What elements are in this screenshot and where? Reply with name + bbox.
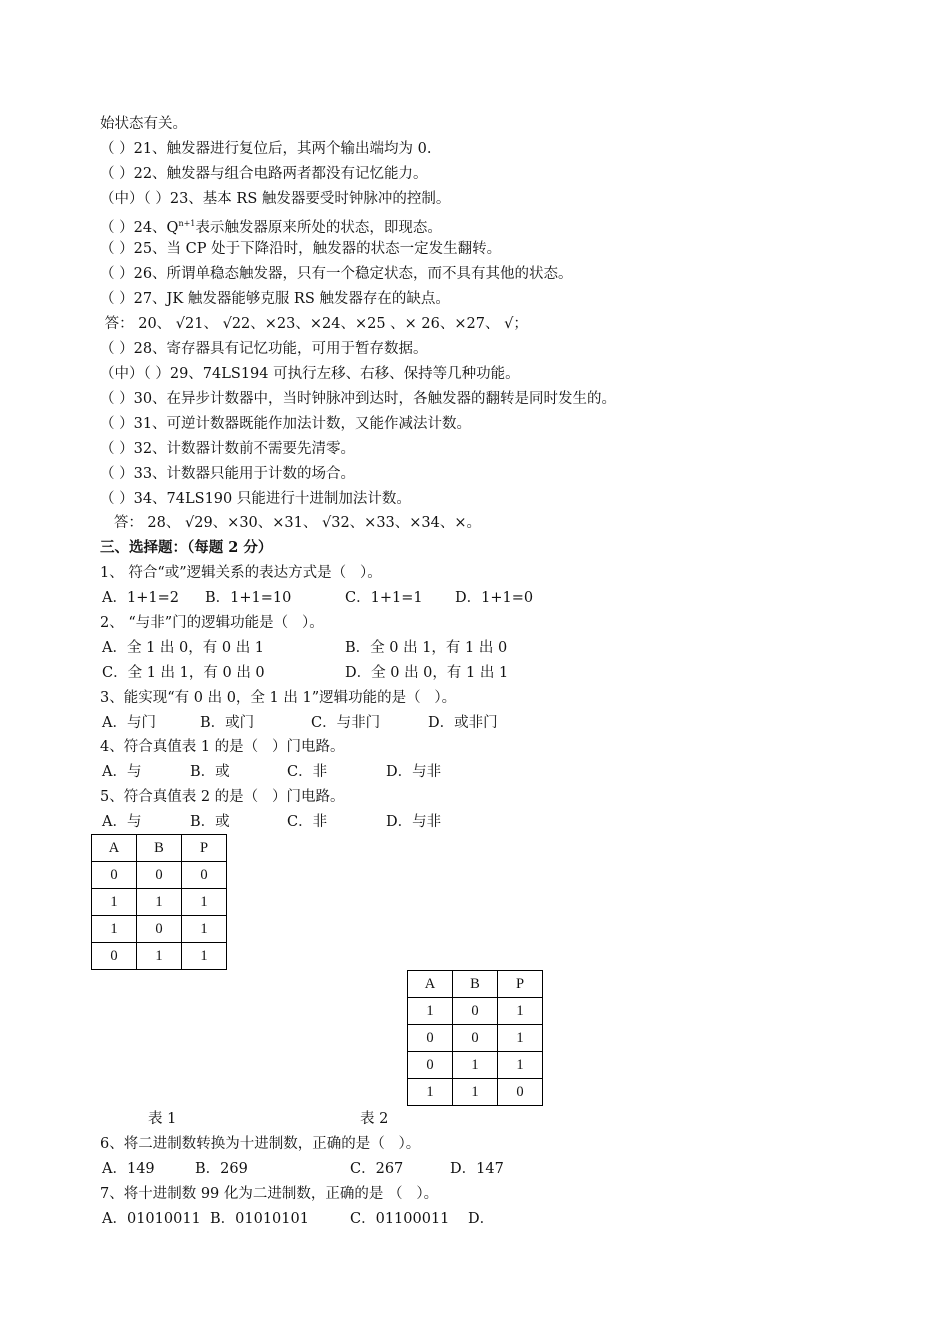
question-31: （ ）31、可逆计数器既能作加法计数，又能作减法计数。 xyxy=(100,416,472,432)
mc-question-2: 2、 “与非”门的逻辑功能是（ ）。 xyxy=(100,615,324,631)
header-cell: P xyxy=(182,835,227,862)
mc-question-7: 7、将十进制数 99 化为二进制数，正确的是 （ ）。 xyxy=(100,1186,439,1202)
option-a: A．与 xyxy=(102,764,142,780)
question-33: （ ）33、计数器只能用于计数的场合。 xyxy=(100,466,356,482)
option-c: C．267 xyxy=(350,1161,404,1177)
table-1-caption: 表 1 xyxy=(148,1111,177,1127)
table-cell: 0 xyxy=(92,943,137,970)
header-cell: P xyxy=(498,971,543,998)
option-a: A．与门 xyxy=(102,715,156,731)
table-row xyxy=(408,1079,543,1106)
answer-line-1: 答： 20、 √21、 √22、×23、×24、×25 、× 26、×27、 √； xyxy=(100,316,528,332)
table-cell: 0 xyxy=(137,916,182,943)
mc-question-4: 4、符合真值表 1 的是（ ）门电路。 xyxy=(100,739,345,755)
table-header-row xyxy=(92,835,227,862)
option-d: D．全 0 出 0，有 1 出 1 xyxy=(345,665,509,681)
table-header-row xyxy=(408,971,543,998)
table-cell: 0 xyxy=(498,1079,543,1106)
question-34: （ ）34、74LS190 只能进行十进制加法计数。 xyxy=(100,491,411,507)
option-b: B．或门 xyxy=(200,715,255,731)
table-cell: 1 xyxy=(498,1052,543,1079)
option-b: B．或 xyxy=(190,764,230,780)
section-heading: 三、选择题：（每题 2 分） xyxy=(100,539,273,556)
option-d: D． xyxy=(468,1211,495,1227)
table-row xyxy=(408,1025,543,1052)
option-c: C．非 xyxy=(287,814,328,830)
option-b: B．269 xyxy=(195,1161,248,1177)
table-cell: 1 xyxy=(408,1079,453,1106)
mc-question-3: 3、能实现“有 0 出 0，全 1 出 1”逻辑功能的是（ ）。 xyxy=(100,690,457,706)
question-23: （中）（ ）23、基本 RS 触发器要受时钟脉冲的控制。 xyxy=(100,191,451,207)
question-28: （ ）28、寄存器具有记忆功能，可用于暂存数据。 xyxy=(100,341,428,357)
table-row xyxy=(92,862,227,889)
option-b: B．1+1=10 xyxy=(205,590,292,606)
table-cell: 0 xyxy=(92,862,137,889)
table-row xyxy=(92,889,227,916)
q24-superscript: n+1 xyxy=(178,219,196,228)
option-b: B．全 0 出 1，有 1 出 0 xyxy=(345,640,508,656)
question-32: （ ）32、计数器计数前不需要先清零。 xyxy=(100,441,356,457)
mc-question-6: 6、将二进制数转换为十进制数，正确的是（ ）。 xyxy=(100,1136,421,1152)
option-c: C．全 1 出 1，有 0 出 0 xyxy=(102,665,265,681)
table-cell: 0 xyxy=(137,862,182,889)
question-29: （中）（ ）29、74LS194 可执行左移、右移、保持等几种功能。 xyxy=(100,366,520,382)
table-row xyxy=(92,916,227,943)
answer-line-2: 答： 28、 √29、×30、×31、 √32、×33、×34、×。 xyxy=(100,515,482,531)
option-c: C．非 xyxy=(287,764,328,780)
option-c: C．01100011 xyxy=(350,1211,450,1227)
mc-question-5: 5、符合真值表 2 的是（ ）门电路。 xyxy=(100,789,345,805)
table-2-caption: 表 2 xyxy=(360,1111,389,1127)
option-d: D．与非 xyxy=(386,814,442,830)
option-b: B．01010101 xyxy=(210,1211,309,1227)
table-cell: 1 xyxy=(408,998,453,1025)
mc-question-1: 1、 符合“或”逻辑关系的表达方式是（ ）。 xyxy=(100,565,382,581)
table-cell: 1 xyxy=(453,1079,498,1106)
table-row xyxy=(92,943,227,970)
text-line: 始状态有关。 xyxy=(100,116,187,132)
option-d: D．或非门 xyxy=(428,715,498,731)
option-c: C．与非门 xyxy=(311,715,381,731)
option-a: A．01010011 xyxy=(102,1211,201,1227)
q24-suffix: 表示触发器原来所处的状态，即现态。 xyxy=(195,220,442,236)
header-cell: A xyxy=(92,835,137,862)
table-cell: 1 xyxy=(182,889,227,916)
option-b: B．或 xyxy=(190,814,230,830)
question-27: （ ）27、JK 触发器能够克服 RS 触发器存在的缺点。 xyxy=(100,291,450,307)
table-cell: 1 xyxy=(137,889,182,916)
table-cell: 0 xyxy=(453,1025,498,1052)
option-d: D．147 xyxy=(450,1161,504,1177)
question-24 xyxy=(100,214,442,238)
table-row xyxy=(408,1052,543,1079)
q24-prefix: （ ）24、Q xyxy=(100,220,179,236)
table-cell: 0 xyxy=(408,1025,453,1052)
option-a: A．与 xyxy=(102,814,142,830)
table-cell: 1 xyxy=(182,943,227,970)
question-21: （ ）21、触发器进行复位后，其两个输出端均为 0. xyxy=(100,141,432,157)
header-cell: A xyxy=(408,971,453,998)
table-cell: 1 xyxy=(498,998,543,1025)
table-cell: 1 xyxy=(92,889,137,916)
table-cell: 1 xyxy=(92,916,137,943)
truth-table-1 xyxy=(91,834,227,970)
table-cell: 0 xyxy=(182,862,227,889)
question-22: （ ）22、触发器与组合电路两者都没有记忆能力。 xyxy=(100,166,428,182)
table-cell: 1 xyxy=(453,1052,498,1079)
table-cell: 1 xyxy=(182,916,227,943)
table-cell: 1 xyxy=(498,1025,543,1052)
option-c: C．1+1=1 xyxy=(345,590,423,606)
option-a: A．149 xyxy=(102,1161,155,1177)
table-cell: 0 xyxy=(453,998,498,1025)
question-26: （ ）26、所谓单稳态触发器，只有一个稳定状态，而不具有其他的状态。 xyxy=(100,266,573,282)
table-row xyxy=(408,998,543,1025)
question-25: （ ）25、当 CP 处于下降沿时，触发器的状态一定发生翻转。 xyxy=(100,241,502,257)
option-a: A．1+1=2 xyxy=(102,590,179,606)
table-cell: 0 xyxy=(408,1052,453,1079)
option-a: A．全 1 出 0，有 0 出 1 xyxy=(102,640,265,656)
truth-table-2 xyxy=(407,970,543,1106)
option-d: D．与非 xyxy=(386,764,442,780)
header-cell: B xyxy=(137,835,182,862)
table-cell: 1 xyxy=(137,943,182,970)
question-30: （ ）30、在异步计数器中，当时钟脉冲到达时，各触发器的翻转是同时发生的。 xyxy=(100,391,617,407)
option-d: D．1+1=0 xyxy=(455,590,534,606)
header-cell: B xyxy=(453,971,498,998)
